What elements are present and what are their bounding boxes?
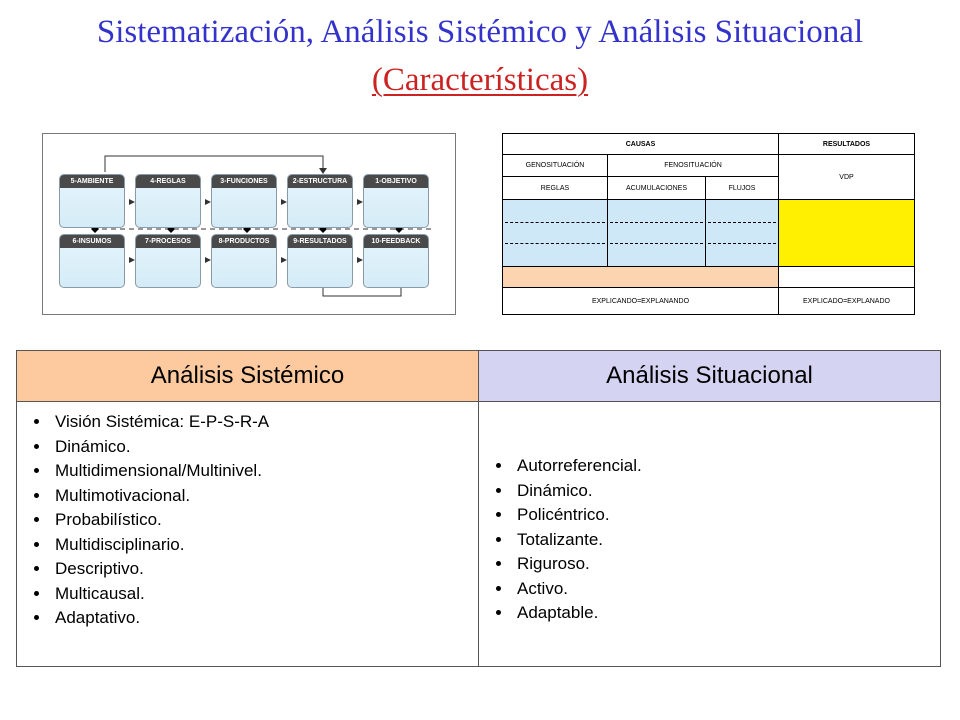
system-diagram	[42, 133, 456, 315]
peach-cell	[503, 267, 779, 288]
genosituacion-cell: GENOSITUACIÓN	[503, 155, 608, 177]
list-item: • Totalizante.	[513, 528, 940, 553]
fenosituacion-cell: FENOSITUACIÓN	[608, 155, 779, 177]
analisis-sistemico-header: Análisis Sistémico	[17, 351, 479, 402]
box-label: 1-OBJETIVO	[364, 175, 428, 188]
resultados-header: RESULTADOS	[779, 134, 915, 155]
list-item: • Multicausal.	[51, 582, 478, 607]
causes-results-table	[502, 133, 915, 315]
empty-cell	[779, 267, 915, 288]
causas-header: CAUSAS	[503, 134, 779, 155]
list-item: • Autorreferencial.	[513, 454, 940, 479]
list-item: • Dinámico.	[513, 479, 940, 504]
box-label: 8-PRODUCTOS	[212, 235, 276, 248]
diagram-box	[211, 174, 277, 228]
reglas-cell: REGLAS	[503, 177, 608, 200]
dashed-cell	[608, 200, 706, 267]
diagram-box	[135, 234, 201, 288]
list-item: • Multimotivacional.	[51, 484, 478, 509]
box-label: 2-ESTRUCTURA	[288, 175, 352, 188]
situacional-list-cell	[479, 402, 941, 667]
analisis-situacional-header: Análisis Situacional	[479, 351, 941, 402]
dashed-cell	[503, 200, 608, 267]
diagram-box	[363, 174, 429, 228]
explicado-cell: EXPLICADO=EXPLANADO	[779, 288, 915, 315]
list-item: • Visión Sistémica: E-P-S-R-A	[51, 410, 478, 435]
diagram-box	[287, 174, 353, 228]
list-item: • Descriptivo.	[51, 557, 478, 582]
diagram-box	[211, 234, 277, 288]
flujos-cell: FLUJOS	[706, 177, 779, 200]
diagram-box	[59, 234, 125, 288]
dashed-cell	[706, 200, 779, 267]
list-item: • Riguroso.	[513, 552, 940, 577]
box-label: 4-REGLAS	[136, 175, 200, 188]
list-item: • Adaptativo.	[51, 606, 478, 631]
sistemico-list-cell	[17, 402, 479, 667]
page-title: Sistematización, Análisis Sistémico y Análisis Situacional	[96, 14, 864, 50]
page-subtitle	[0, 60, 960, 100]
explicando-cell: EXPLICANDO=EXPLANANDO	[503, 288, 779, 315]
diagram-box	[287, 234, 353, 288]
box-label: 3-FUNCIONES	[212, 175, 276, 188]
list-item: • Multidimensional/Multinivel.	[51, 459, 478, 484]
list-item: • Multidisciplinario.	[51, 533, 478, 558]
yellow-cell	[779, 200, 915, 267]
box-label: 10-FEEDBACK	[364, 235, 428, 248]
comparison-table	[16, 350, 941, 667]
box-label: 9-RESULTADOS	[288, 235, 352, 248]
list-item: • Activo.	[513, 577, 940, 602]
subtitle-text: (Características)	[371, 62, 589, 98]
box-label: 7-PROCESOS	[136, 235, 200, 248]
vdp-cell: VDP	[779, 155, 915, 200]
list-item: • Policéntrico.	[513, 503, 940, 528]
box-label: 5-AMBIENTE	[60, 175, 124, 188]
sistemico-list	[17, 402, 478, 631]
situacional-list	[479, 442, 940, 626]
list-item: • Dinámico.	[51, 435, 478, 460]
list-item: • Probabilístico.	[51, 508, 478, 533]
diagram-box	[59, 174, 125, 228]
box-label: 6-INSUMOS	[60, 235, 124, 248]
acumulaciones-cell: ACUMULACIONES	[608, 177, 706, 200]
list-item: • Adaptable.	[513, 601, 940, 626]
diagram-box	[363, 234, 429, 288]
diagram-box	[135, 174, 201, 228]
